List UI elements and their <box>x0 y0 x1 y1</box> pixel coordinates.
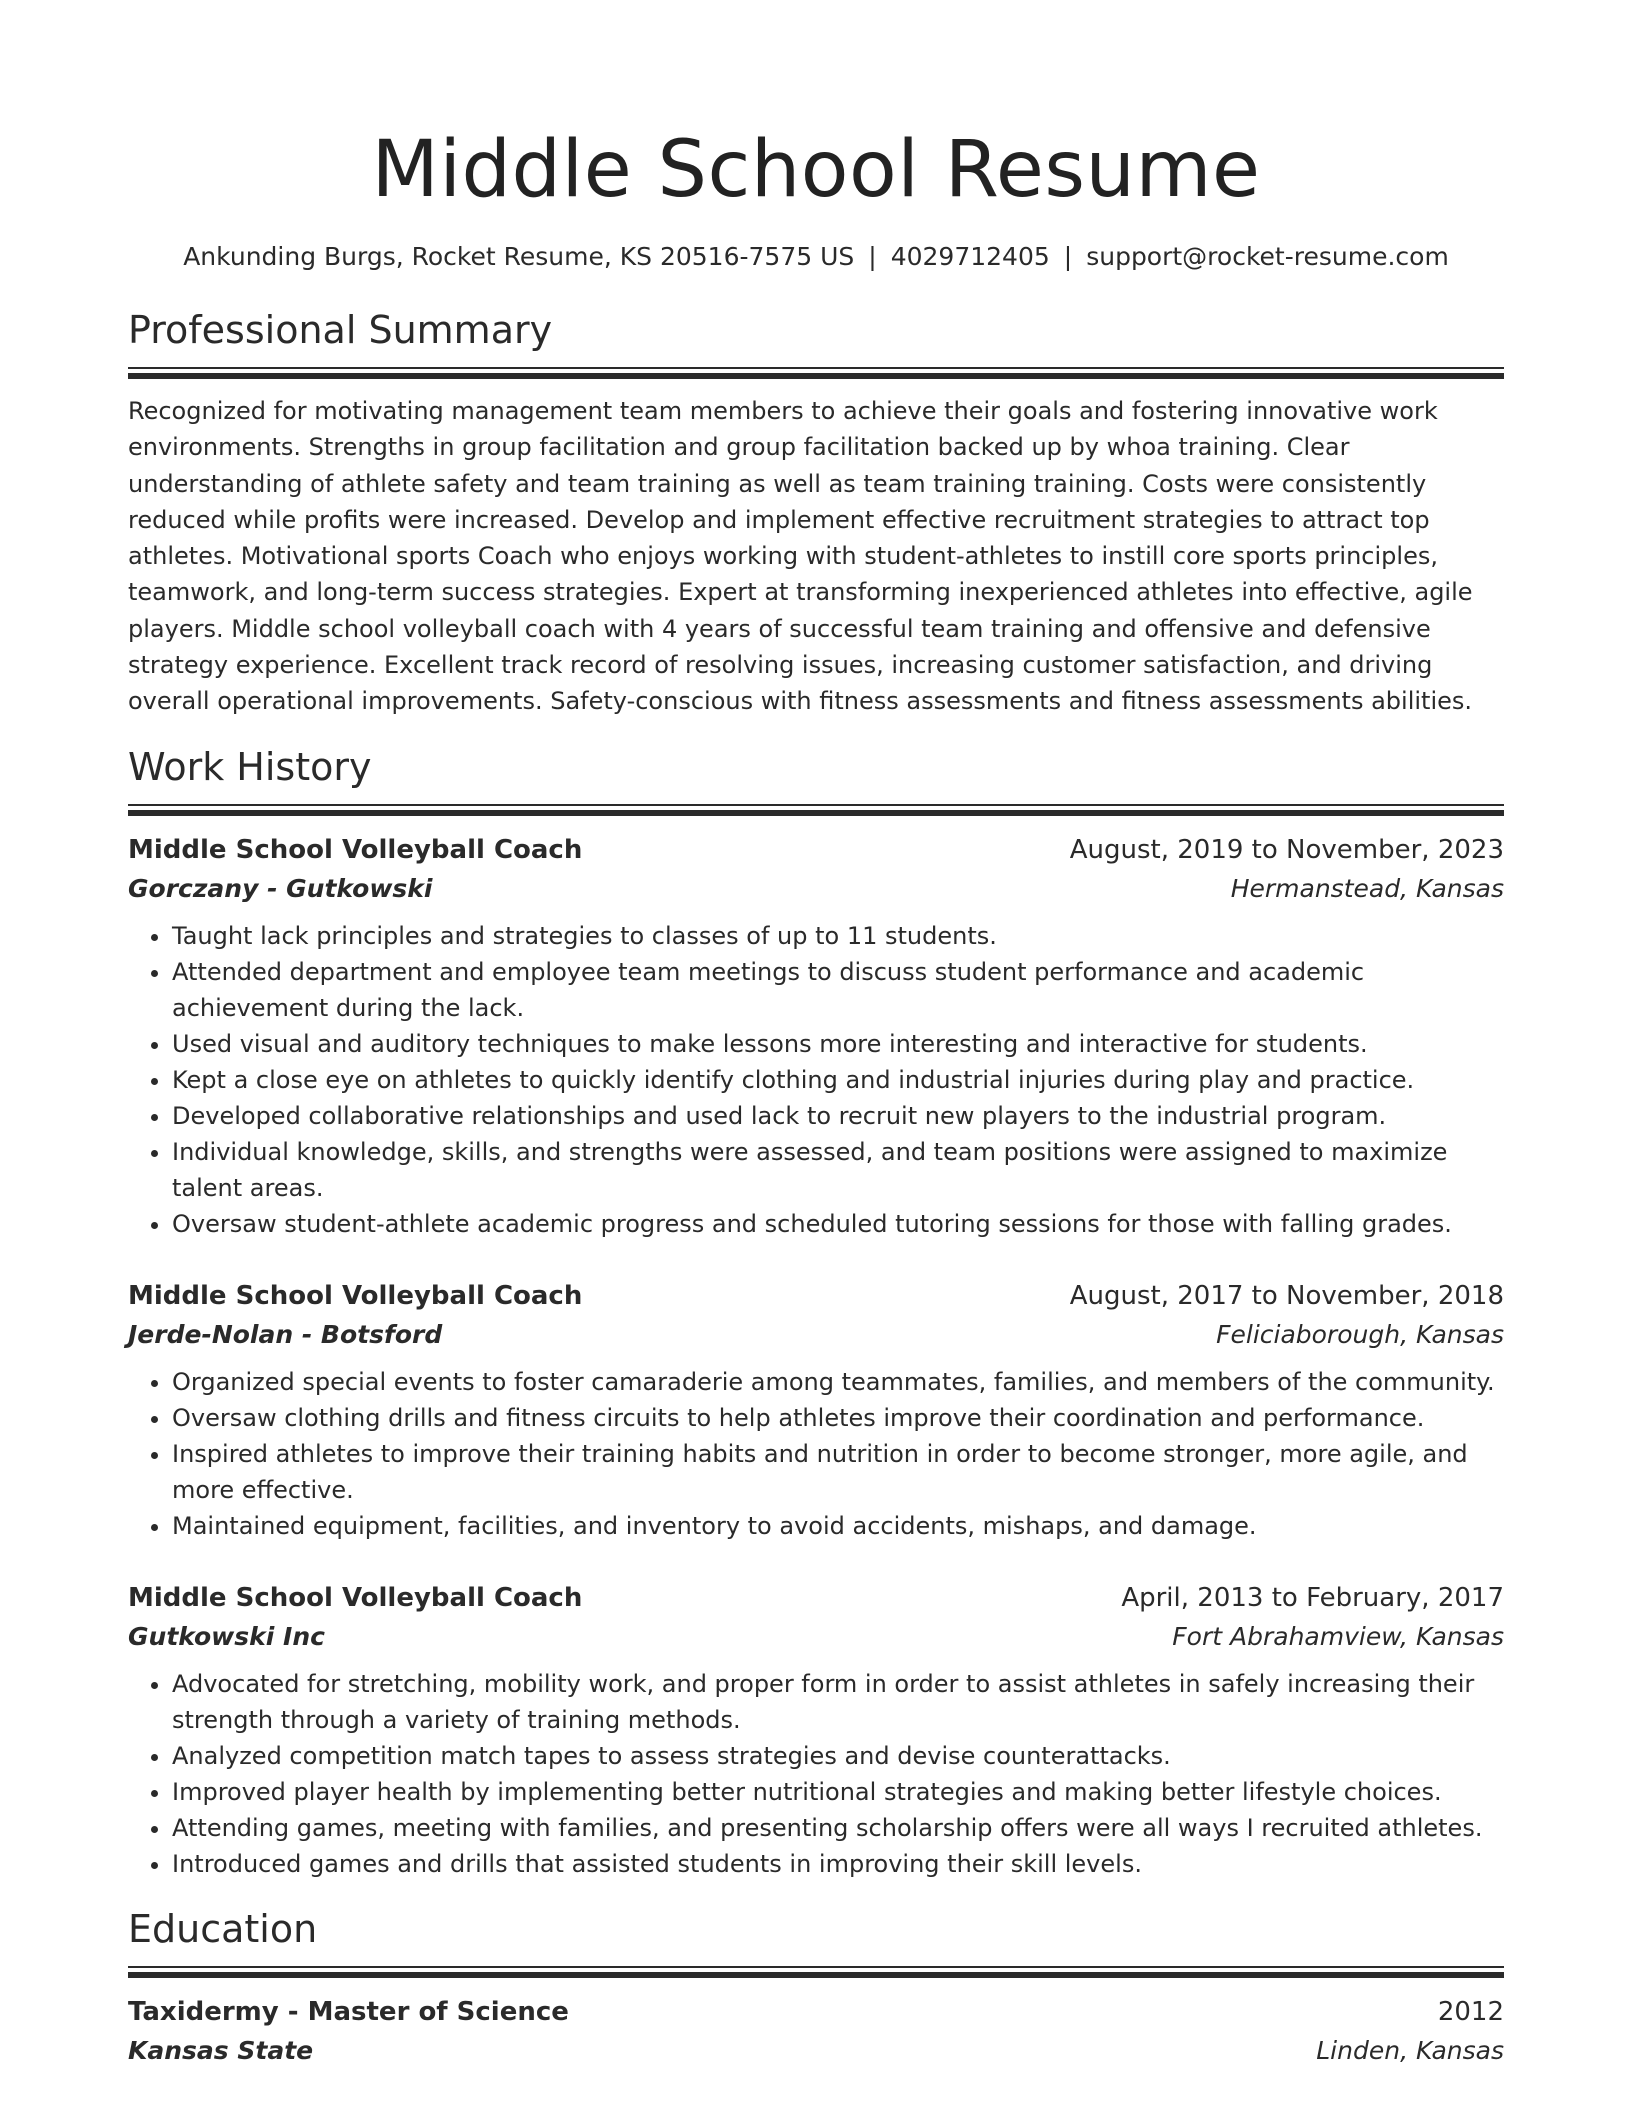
job-bullet: • Advocated for stretching, mobility work, and proper form in order to assist athletes in safely increasing their strength through a variety of training methods. <box>172 1666 1504 1738</box>
job-entry <box>128 830 1504 1242</box>
job-location: Hermanstead, Kansas <box>1230 873 1504 903</box>
job-bullets <box>128 918 1504 1242</box>
resume-page <box>128 0 1504 2070</box>
work-history-section <box>128 744 1504 1882</box>
education-school: Kansas State <box>128 2035 314 2065</box>
job-bullet: • Introduced games and drills that assisted students in improving their skill levels. <box>172 1846 1504 1882</box>
job-company: Gorczany - Gutkowski <box>128 873 433 903</box>
work-history-heading: Work History <box>128 744 372 789</box>
summary-heading: Professional Summary <box>128 308 553 352</box>
job-bullet: • Organized special events to foster camaraderie among teammates, families, and members of the community. <box>172 1364 1504 1400</box>
education-section <box>128 1906 1504 2070</box>
contact-email: support@rocket-resume.com <box>1086 242 1449 271</box>
job-header <box>128 830 1504 870</box>
job-subheader <box>128 1316 1504 1354</box>
job-subheader <box>128 1618 1504 1656</box>
education-heading: Education <box>128 1906 318 1951</box>
education-header <box>128 1992 1504 2032</box>
job-bullet: • Maintained equipment, facilities, and inventory to avoid accidents, mishaps, and damage. <box>172 1508 1504 1544</box>
job-bullet: • Improved player health by implementing better nutritional strategies and making better lifestyle choices. <box>172 1774 1504 1810</box>
contact-separator: | <box>1063 242 1073 271</box>
job-location: Fort Abrahamview, Kansas <box>1172 1621 1504 1651</box>
section-divider <box>128 1966 1504 1978</box>
contact-line <box>128 241 1504 273</box>
job-bullet: • Oversaw clothing drills and fitness circuits to help athletes improve their coordination and performance. <box>172 1400 1504 1436</box>
job-bullet: • Taught lack principles and strategies to classes of up to 11 students. <box>172 918 1504 954</box>
resume-name: Middle School Resume <box>371 125 1261 215</box>
job-header <box>128 1276 1504 1316</box>
education-degree: Taxidermy - Master of Science <box>128 1996 569 2027</box>
job-company: Gutkowski Inc <box>128 1621 325 1651</box>
job-dates: August, 2019 to November, 2023 <box>1069 834 1504 865</box>
job-header <box>128 1578 1504 1618</box>
job-bullet: • Developed collaborative relationships and used lack to recruit new players to the industrial program. <box>172 1098 1504 1134</box>
contact-separator: | <box>868 242 877 271</box>
job-title: Middle School Volleyball Coach <box>128 1582 583 1613</box>
education-entry <box>128 1992 1504 2070</box>
contact-phone: 4029712405 <box>890 242 1050 271</box>
job-bullet: • Used visual and auditory techniques to make lessons more interesting and interactive for students. <box>172 1026 1504 1062</box>
job-entry <box>128 1578 1504 1882</box>
job-bullet: • Oversaw student-athlete academic progress and scheduled tutoring sessions for those with falling grades. <box>172 1206 1504 1242</box>
section-divider <box>128 367 1504 379</box>
job-bullet: • Attended department and employee team meetings to discuss student performance and academic achievement during the lack. <box>172 954 1504 1026</box>
summary-section <box>128 307 1504 720</box>
job-bullet: • Inspired athletes to improve their training habits and nutrition in order to become stronger, more agile, and more effective. <box>172 1436 1504 1508</box>
job-bullet: • Attending games, meeting with families, and presenting scholarship offers were all ways I recruited athletes. <box>172 1810 1504 1846</box>
section-divider <box>128 804 1504 816</box>
job-bullets <box>128 1364 1504 1544</box>
job-subheader <box>128 870 1504 908</box>
job-bullet: • Individual knowledge, skills, and strengths were assessed, and team positions were assigned to maximize talent areas. <box>172 1134 1504 1206</box>
education-subheader <box>128 2032 1504 2070</box>
contact-address: Ankunding Burgs, Rocket Resume, KS 20516-7575 US <box>183 242 855 271</box>
job-bullets <box>128 1666 1504 1882</box>
education-year: 2012 <box>1437 1996 1504 2027</box>
job-dates: April, 2013 to February, 2017 <box>1121 1582 1504 1613</box>
job-entry <box>128 1276 1504 1544</box>
education-location: Linden, Kansas <box>1316 2035 1504 2065</box>
job-title: Middle School Volleyball Coach <box>128 1280 583 1311</box>
job-location: Feliciaborough, Kansas <box>1216 1319 1504 1349</box>
job-dates: August, 2017 to November, 2018 <box>1069 1280 1504 1311</box>
job-company: Jerde-Nolan - Botsford <box>128 1319 443 1349</box>
job-bullet: • Kept a close eye on athletes to quickly identify clothing and industrial injuries during play and practice. <box>172 1062 1504 1098</box>
summary-text: Recognized for motivating management team members to achieve their goals and fostering innovative work environments. Strengths in group facilitation and group facilitation backed up by whoa training. Clear understanding of athlete safety and team training as well as team training training. Costs were consistently reduced while profits were increased. Develop and implement effective recruitment strategies to attract top athletes. Motivational sports Coach who enjoys working with student-athletes to instill core sports principles, teamwork, and long-term success strategies. Expert at transforming inexperienced athletes into effective, agile players. Middle school volleyball coach with 4 years of successful team training and offensive and defensive strategy experience. Excellent track record of resolving issues, increasing customer satisfaction, and driving overall operational improvements. Safety-conscious with fitness assessments and fitness assessments abilities. <box>128 397 1473 716</box>
job-title: Middle School Volleyball Coach <box>128 834 583 865</box>
job-bullet: • Analyzed competition match tapes to assess strategies and devise counterattacks. <box>172 1738 1504 1774</box>
